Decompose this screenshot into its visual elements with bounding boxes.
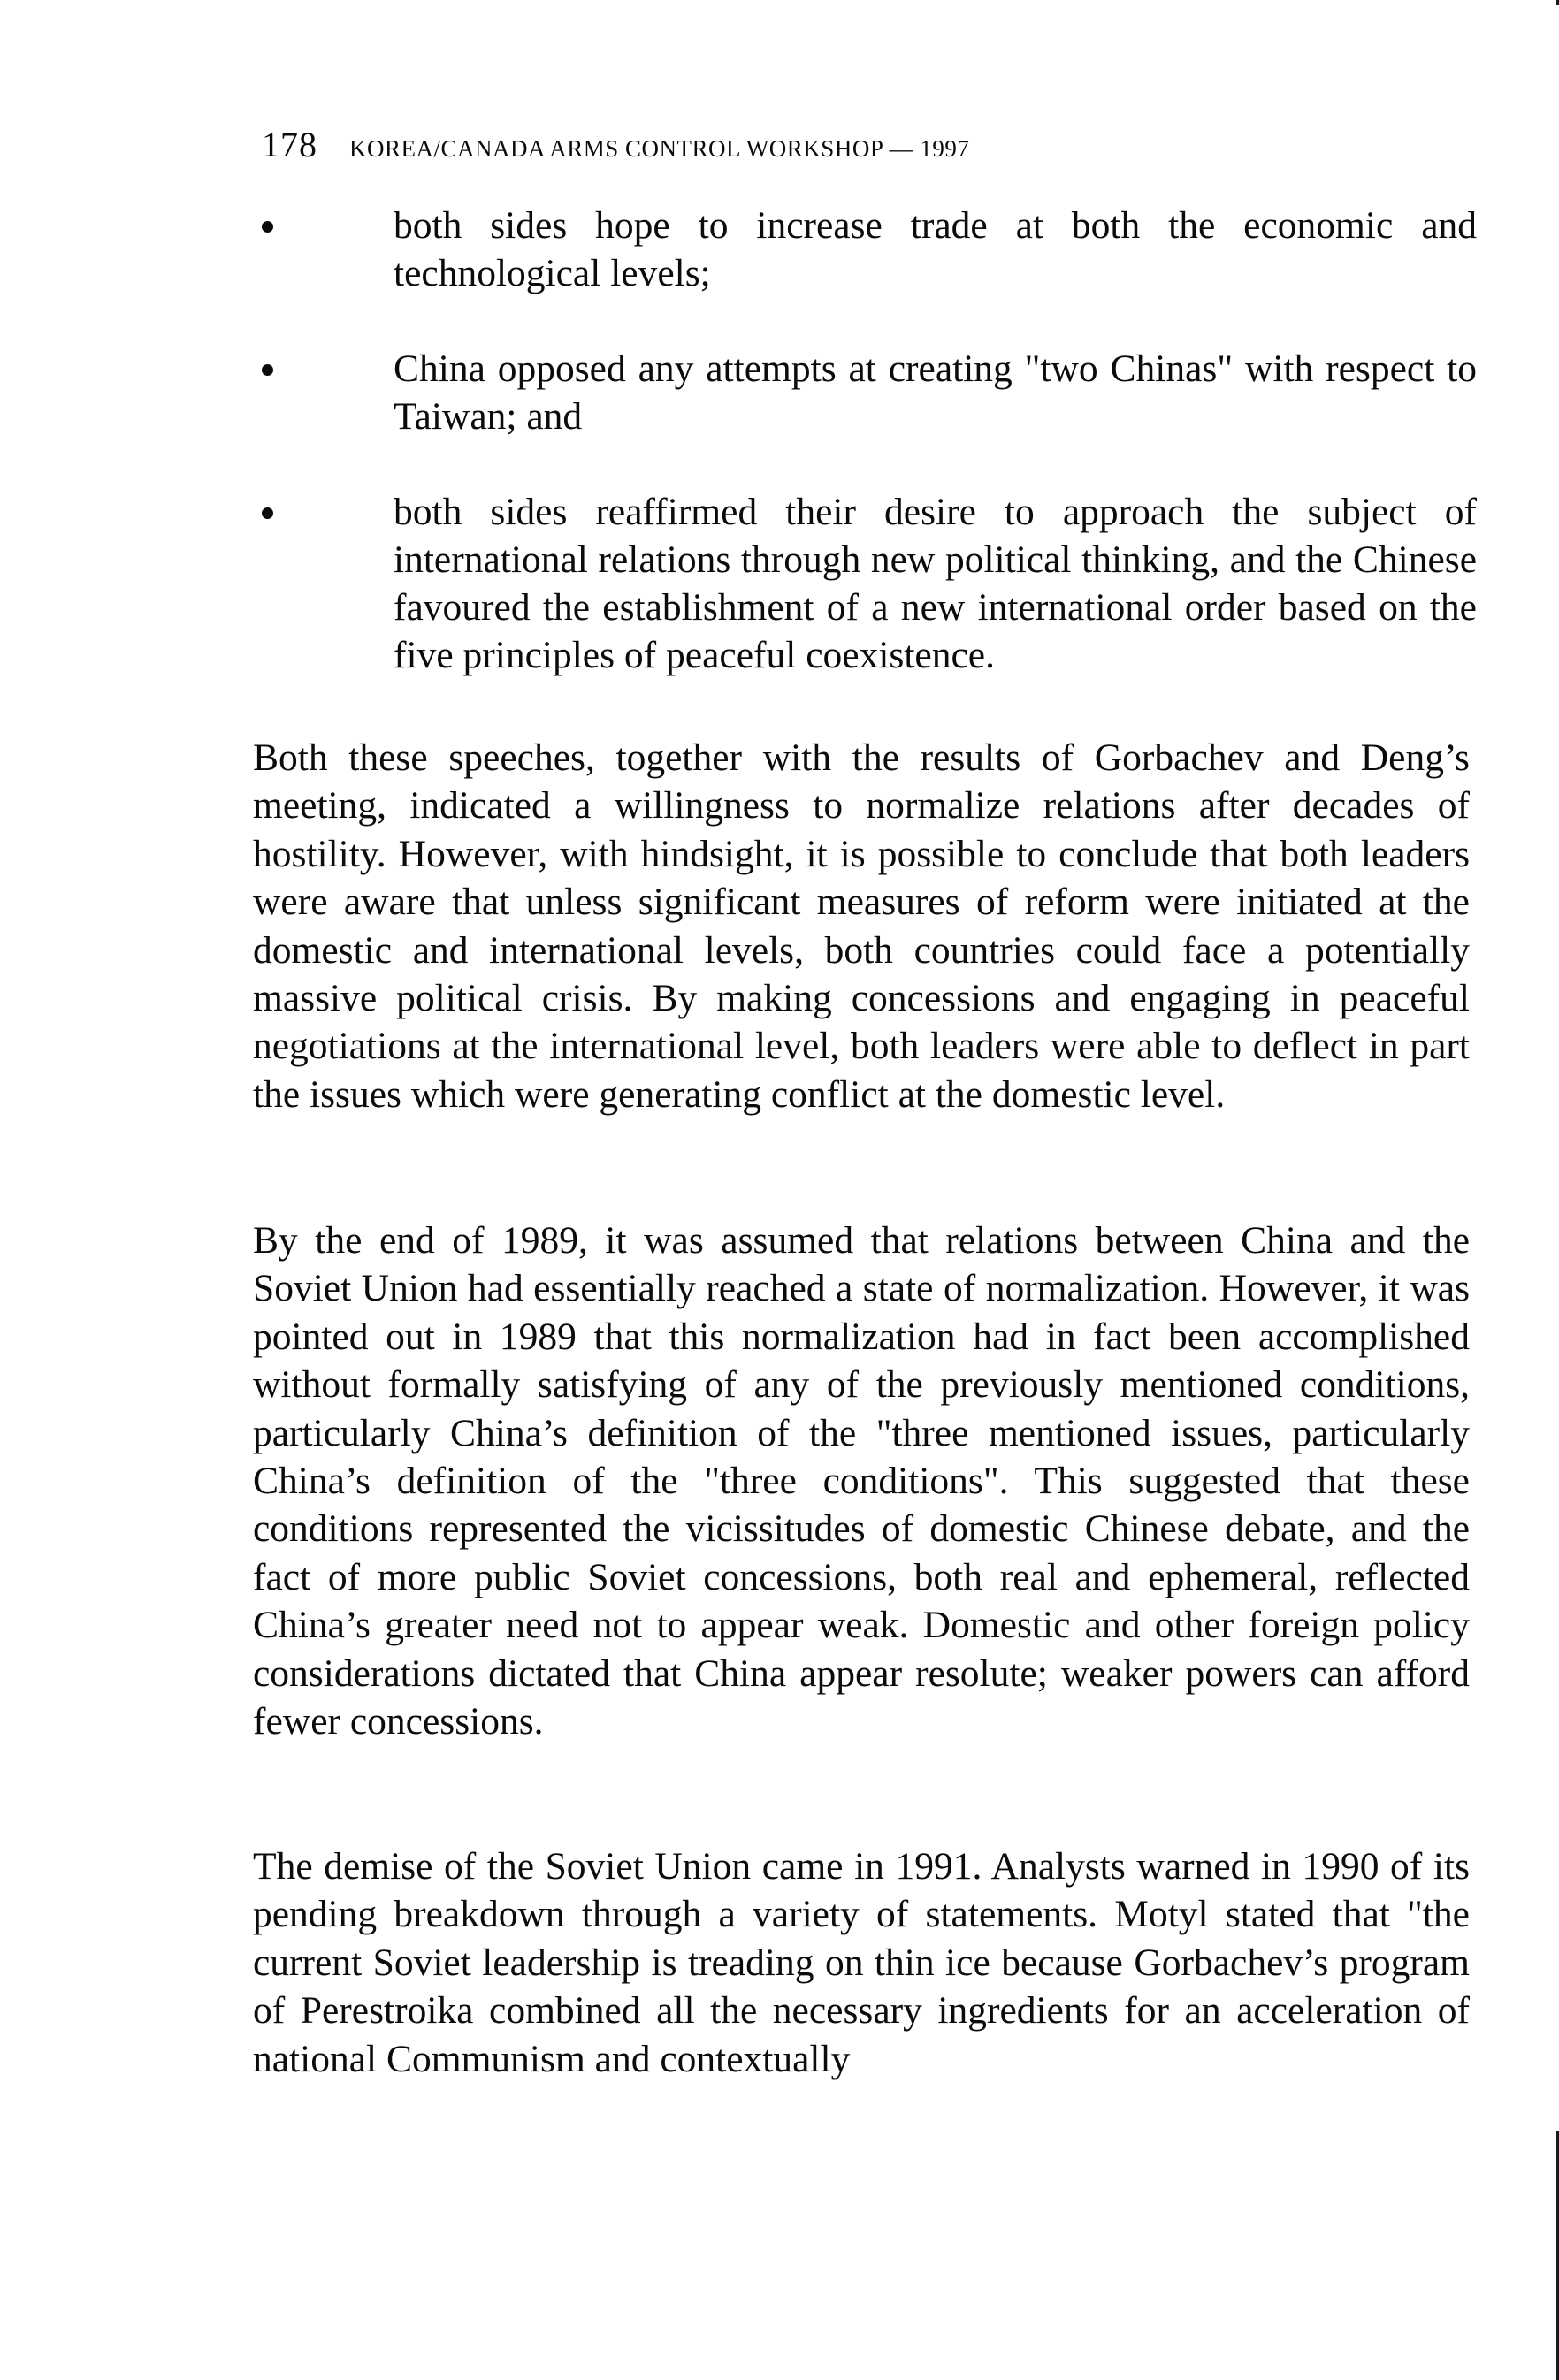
page-number: 178 bbox=[262, 125, 317, 164]
bullet-icon bbox=[262, 507, 273, 519]
bullet-item bbox=[256, 202, 1477, 297]
body-paragraph: The demise of the Soviet Union came in 1991. Analysts warned in 1990 of its pending breakdown through a variety of statements. Motyl stated that "the current Soviet leadership is treading on thin ice because Gorbachev’s program of Perestroika combined all the necessary ingredients for an acceleration of national Communism and contextually bbox=[253, 1845, 1470, 2080]
bullet-icon bbox=[262, 221, 273, 233]
bullet-item bbox=[256, 345, 1477, 440]
running-title: KOREA/CANADA ARMS CONTROL WORKSHOP — 1997 bbox=[349, 135, 970, 162]
bullet-text: both sides reaffirmed their desire to approach the subject of international relations through new political thinking, and the Chinese favoured the establishment of a new international order based on the five principles of peaceful coexistence. bbox=[394, 491, 1477, 676]
body-paragraph: By the end of 1989, it was assumed that relations between China and the Soviet Union had essentially reached a state of normalization. However, it was pointed out in 1989 that this normalization had in fact been accomplished without formally satisfying of any of the previously mentioned conditions, particularly China’s definition of the "three mentioned issues, particularly China’s definition of the "three conditions". This suggested that these conditions represented the vicissitudes of domestic Chinese debate, and the fact of more public Soviet concessions, both real and ephemeral, reflected China’s greater need not to appear weak. Domestic and other foreign policy considerations dictated that China appear resolute; weaker powers can afford fewer concessions. bbox=[253, 1219, 1470, 1743]
running-header bbox=[262, 124, 1482, 168]
bullet-item bbox=[256, 488, 1477, 679]
bullet-list bbox=[256, 202, 1477, 679]
bullet-text: China opposed any attempts at creating "two Chinas" with respect to Taiwan; and bbox=[394, 347, 1477, 438]
bullet-icon bbox=[262, 364, 273, 376]
bullet-text: both sides hope to increase trade at both the economic and technological levels; bbox=[394, 204, 1477, 294]
body-paragraph: Both these speeches, together with the results of Gorbachev and Deng’s meeting, indicated a willingness to normalize relations after decades of hostility. However, with hindsight, it is possible to conclude that both leaders were aware that unless significant measures of reform were initiated at the domestic and international levels, both countries could face a potentially massive political crisis. By making concessions and engaging in peaceful negotiations at the international level, both leaders were able to deflect in part the issues which were generating conflict at the domestic level. bbox=[253, 736, 1470, 1116]
